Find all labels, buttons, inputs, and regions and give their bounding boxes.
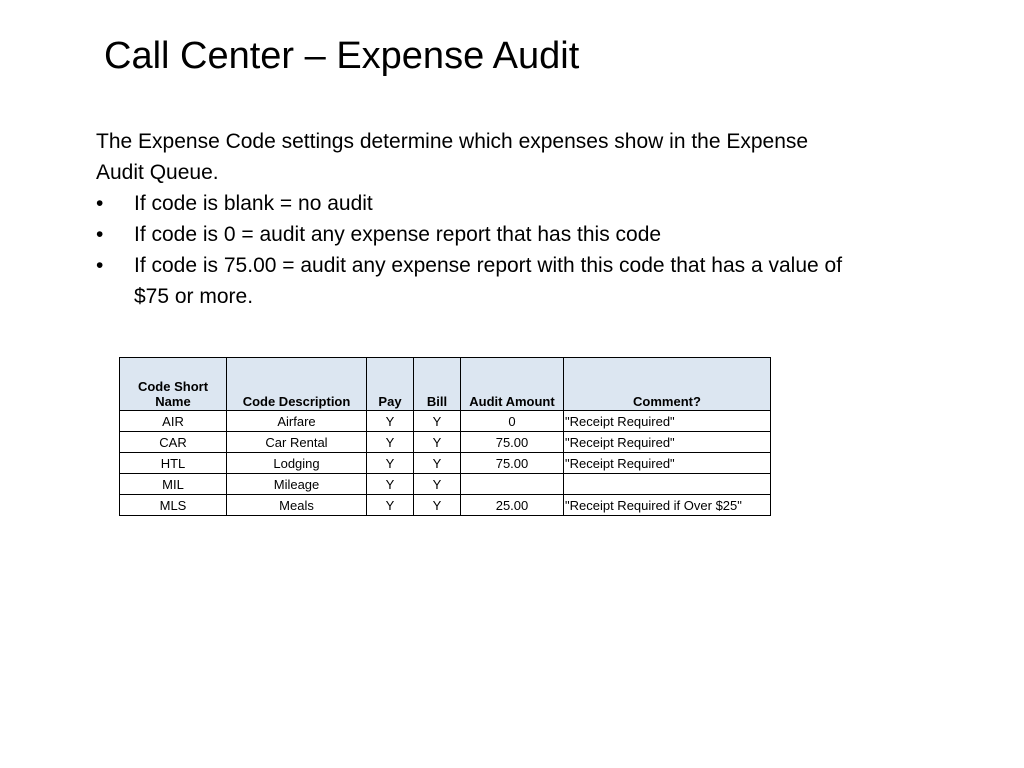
bullet-text: If code is blank = no audit [134, 192, 373, 215]
header-bill: Bill [414, 358, 461, 411]
header-code-description: Code Description [227, 358, 367, 411]
cell-description: Meals [227, 495, 367, 516]
bullet-item [96, 250, 856, 312]
cell-description: Car Rental [227, 432, 367, 453]
cell-audit-amount: 25.00 [461, 495, 564, 516]
cell-comment: "Receipt Required" [564, 432, 771, 453]
expense-code-table [119, 357, 771, 516]
table-row [120, 495, 771, 516]
bullet-text: If code is 75.00 = audit any expense report with this code that has a value of $75 or more. [134, 254, 843, 308]
bullet-item [96, 219, 856, 250]
cell-comment: "Receipt Required" [564, 411, 771, 432]
header-pay: Pay [367, 358, 414, 411]
cell-code: MIL [120, 474, 227, 495]
cell-code: MLS [120, 495, 227, 516]
cell-audit-amount: 75.00 [461, 453, 564, 474]
cell-pay: Y [367, 474, 414, 495]
table-row [120, 432, 771, 453]
cell-comment: "Receipt Required" [564, 453, 771, 474]
bullet-list [96, 188, 856, 312]
cell-bill: Y [414, 411, 461, 432]
cell-pay: Y [367, 411, 414, 432]
header-audit-amount: Audit Amount [461, 358, 564, 411]
table-row [120, 474, 771, 495]
table-row [120, 411, 771, 432]
bullet-dot-icon: • [96, 254, 104, 277]
cell-bill: Y [414, 495, 461, 516]
cell-audit-amount [461, 474, 564, 495]
table-header-row [120, 358, 771, 411]
cell-bill: Y [414, 474, 461, 495]
cell-description: Airfare [227, 411, 367, 432]
cell-audit-amount: 0 [461, 411, 564, 432]
bullet-item [96, 188, 856, 219]
cell-pay: Y [367, 432, 414, 453]
cell-pay: Y [367, 495, 414, 516]
body-text [96, 126, 856, 312]
bullet-dot-icon: • [96, 192, 104, 215]
table-row [120, 453, 771, 474]
cell-code: HTL [120, 453, 227, 474]
cell-code: CAR [120, 432, 227, 453]
bullet-text: If code is 0 = audit any expense report that has this code [134, 223, 662, 246]
cell-comment: "Receipt Required if Over $25" [564, 495, 771, 516]
cell-pay: Y [367, 453, 414, 474]
intro-paragraph: The Expense Code settings determine which expenses show in the Expense Audit Queue. [96, 130, 809, 184]
slide-title: Call Center – Expense Audit [104, 35, 580, 77]
cell-bill: Y [414, 453, 461, 474]
cell-code: AIR [120, 411, 227, 432]
header-code-short-name: Code Short Name [120, 358, 227, 411]
cell-comment [564, 474, 771, 495]
cell-bill: Y [414, 432, 461, 453]
cell-audit-amount: 75.00 [461, 432, 564, 453]
header-comment: Comment? [564, 358, 771, 411]
bullet-dot-icon: • [96, 223, 104, 246]
cell-description: Lodging [227, 453, 367, 474]
cell-description: Mileage [227, 474, 367, 495]
